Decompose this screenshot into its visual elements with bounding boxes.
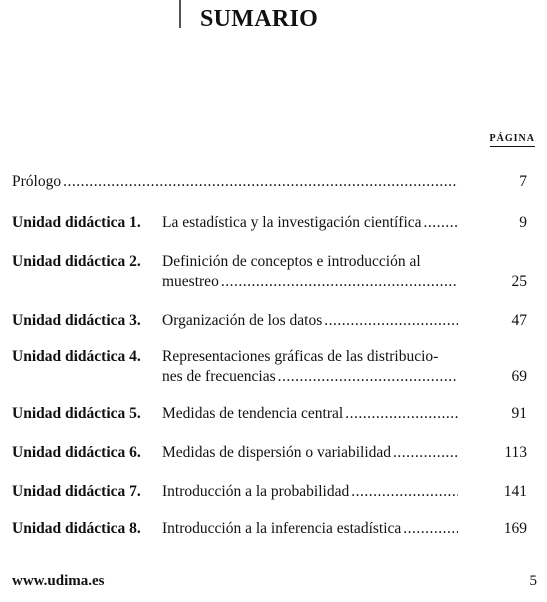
toc-page-number: 91 [511, 405, 527, 422]
dot-leader [324, 311, 458, 331]
page-column-label: PÁGINA [490, 133, 535, 147]
page-title: SUMARIO [200, 6, 319, 32]
toc-entry-title: La estadística y la investigación científica [162, 214, 422, 231]
toc-entry-title: Medidas de tendencia central [162, 405, 344, 422]
dot-leader [345, 404, 458, 424]
toc-unit-label: Unidad didáctica 8. [12, 520, 141, 537]
toc-page-number: 47 [511, 312, 527, 329]
footer-page-number: 5 [529, 573, 537, 589]
toc-entry-label: Prólogo [12, 173, 62, 190]
toc-entry-title: Introducción a la probabilidad [162, 483, 350, 500]
header-vertical-rule [179, 0, 181, 28]
toc-unit-label: Unidad didáctica 1. [12, 214, 141, 231]
dot-leader [393, 443, 458, 463]
dot-leader [221, 272, 458, 292]
dot-leader [63, 172, 458, 192]
toc-page-number: 141 [503, 483, 527, 500]
toc-page-number: 25 [511, 273, 527, 290]
dot-leader [403, 519, 458, 539]
toc-unit-label: Unidad didáctica 4. [12, 348, 141, 365]
toc-entry-title: Medidas de dispersión o variabilidad [162, 444, 392, 461]
footer-website: www.udima.es [12, 573, 105, 589]
toc-unit-label: Unidad didáctica 7. [12, 483, 141, 500]
toc-page-number: 9 [519, 214, 527, 231]
toc-unit-label: Unidad didáctica 2. [12, 253, 141, 270]
toc-unit-label: Unidad didáctica 3. [12, 312, 141, 329]
toc-entry-title-continued: muestreo [162, 273, 219, 290]
toc-entry-title: Representaciones gráficas de las distribucio- [162, 348, 439, 365]
dot-leader [351, 482, 458, 502]
toc-page-number: 69 [511, 368, 527, 385]
toc-entry-title: Organización de los datos [162, 312, 323, 329]
toc-page-number: 169 [503, 520, 527, 537]
toc-entry-title: Introducción a la inferencia estadística [162, 520, 402, 537]
toc-page-number: 113 [504, 444, 527, 461]
toc-unit-label: Unidad didáctica 6. [12, 444, 141, 461]
toc-entry-title: Definición de conceptos e introducción al [162, 253, 421, 270]
toc-unit-label: Unidad didáctica 5. [12, 405, 141, 422]
toc-page-number: 7 [519, 173, 527, 190]
dot-leader [278, 367, 458, 387]
dot-leader [424, 213, 458, 233]
toc-entry-title-continued: nes de frecuencias [162, 368, 276, 385]
